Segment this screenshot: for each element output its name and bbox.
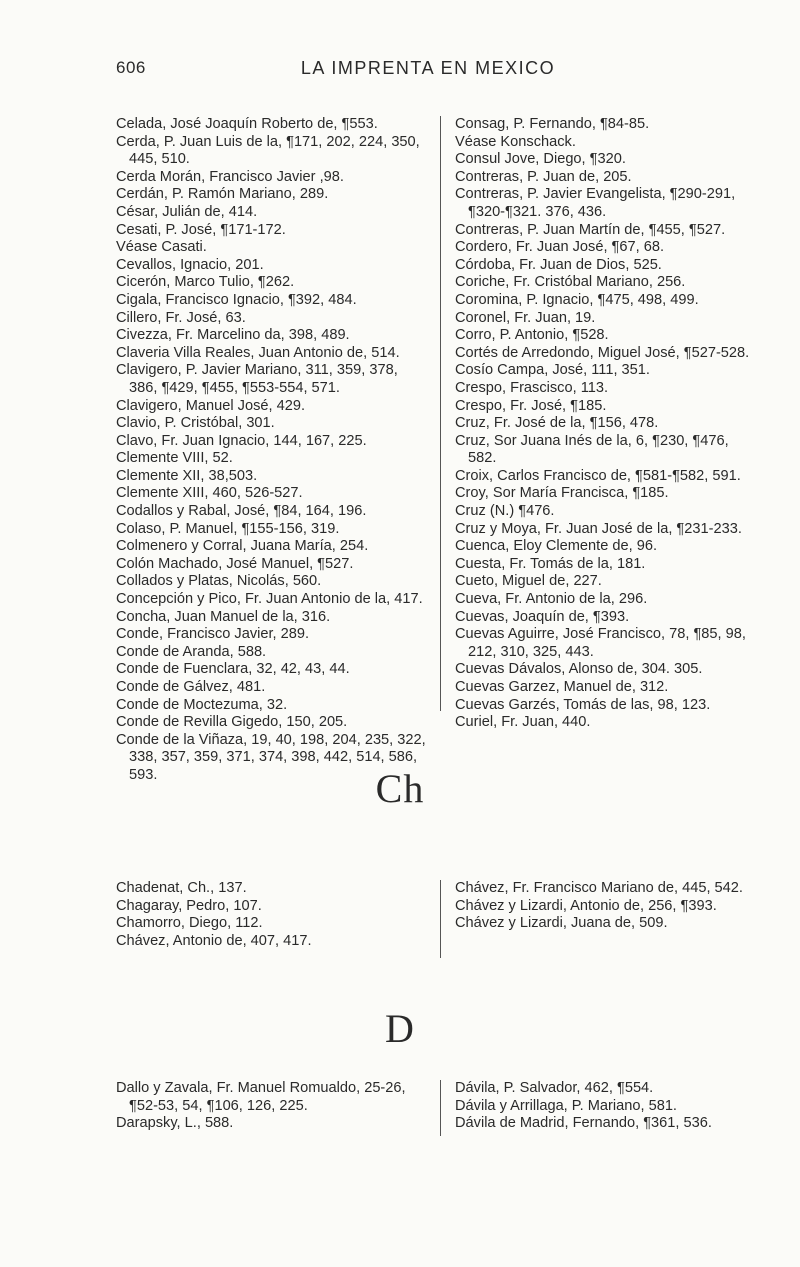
index-entry: Crespo, Frascisco, 113. [455,379,609,396]
index-entry: Clavio, P. Cristóbal, 301. [116,415,275,432]
index-entry: Conde de Gálvez, 481. [116,679,266,695]
index-column-right [440,1080,755,1136]
index-entry: Dávila de Madrid, Fernando, ¶361, 536. [455,1115,712,1132]
index-entry: Cerda, P. Juan Luis de la, ¶171, 202, 224, 350, 445, 510. [116,133,420,168]
index-entry: Chadenat, Ch., 137. [116,880,247,896]
index-entry: Cicerón, Marco Tulio, ¶262. [116,274,295,291]
index-entry: Chávez y Lizardi, Antonio de, 256, ¶393. [455,897,717,914]
index-entry: Véase Konschack. [455,133,576,150]
index-entry: César, Julián de, 414. [116,203,258,220]
index-entry: Conde de Fuenclara, 32, 42, 43, 44. [116,661,350,678]
index-column-left [116,116,428,785]
index-entry: Croy, Sor María Francisca, ¶185. [455,485,669,502]
index-entry: Conde, Francisco Javier, 289. [116,626,310,643]
index-entry: Clavigero, Manuel José, 429. [116,397,306,414]
index-entry: Cortés de Arredondo, Miguel José, ¶527-528. [455,344,750,361]
index-column-right [440,116,755,731]
index-entry: Conde de Revilla Gigedo, 150, 205. [116,714,348,731]
index-entry: Colón Machado, José Manuel, ¶527. [116,555,354,572]
running-title: LA IMPRENTA EN MEXICO [300,58,556,78]
index-entry: Véase Casati. [116,239,207,256]
index-column-right [440,880,755,958]
index-entry: Curiel, Fr. Juan, 440. [455,714,591,731]
index-entry: Chávez, Fr. Francisco Mariano de, 445, 542. [455,880,743,896]
index-entry: Contreras, P. Juan de, 205. [455,168,632,185]
index-entry: Conde de Aranda, 588. [116,643,267,660]
index-entry: Collados y Platas, Nicolás, 560. [116,573,322,590]
index-entry: Clemente XII, 38,503. [116,467,258,484]
index-entry: Chávez, Antonio de, 407, 417. [116,932,312,949]
index-entry: Codallos y Rabal, José, ¶84, 164, 196. [116,503,367,520]
section-letter-ch: Ch [375,766,425,811]
index-entry: Concepción y Pico, Fr. Juan Antonio de la, 417. [116,591,423,608]
index-entry: Corro, P. Antonio, ¶528. [455,327,609,344]
index-entry: Dallo y Zavala, Fr. Manuel Romualdo, 25-26, ¶52-53, 54, ¶106, 126, 225. [116,1080,406,1114]
index-section-ch [116,880,766,960]
index-entry: Cillero, Fr. José, 63. [116,309,246,326]
index-entry: Coromina, P. Ignacio, ¶475, 498, 499. [455,291,699,308]
index-entry: Darapsky, L., 588. [116,1115,234,1132]
index-entry: Conde de Moctezuma, 32. [116,696,288,713]
index-entry: Clavo, Fr. Juan Ignacio, 144, 167, 225. [116,432,367,449]
index-entry: Cordero, Fr. Juan José, ¶67, 68. [455,239,665,256]
index-entry: Consul Jove, Diego, ¶320. [455,151,626,168]
index-entry: Clavigero, P. Javier Mariano, 311, 359, 378, 386, ¶429, ¶455, ¶553-554, 571. [116,362,398,396]
index-entry: Colaso, P. Manuel, ¶155-156, 319. [116,520,340,537]
index-entry: Conde de la Viñaza, 19, 40, 198, 204, 235, 322, 338, 357, 359, 371, 374, 398, 442, 514, 586, 593. [116,731,426,783]
index-entry: Celada, José Joaquín Roberto de, ¶553. [116,116,378,132]
index-entry: Cerda Morán, Francisco Javier ,98. [116,168,344,185]
index-column-left [116,1080,428,1133]
index-entry: Consag, P. Fernando, ¶84-85. [455,116,650,132]
index-entry: Cuenca, Eloy Clemente de, 96. [455,538,657,555]
index-entry: Chamorro, Diego, 112. [116,915,263,932]
index-entry: Cruz, Sor Juana Inés de la, 6, ¶230, ¶476, 582. [455,432,729,467]
index-entry: Chagaray, Pedro, 107. [116,897,262,914]
index-entry: Cueva, Fr. Antonio de la, 296. [455,591,648,608]
index-entry: Cruz, Fr. José de la, ¶156, 478. [455,415,659,432]
index-entry: Claveria Villa Reales, Juan Antonio de, 514. [116,344,400,361]
index-entry: Clemente XIII, 460, 526-527. [116,485,303,502]
index-entry: Cuesta, Fr. Tomás de la, 181. [455,555,646,572]
index-entry: Cuevas, Joaquín de, ¶393. [455,608,630,625]
index-column-left [116,880,428,950]
index-section-c [116,116,766,783]
index-entry: Cigala, Francisco Ignacio, ¶392, 484. [116,291,357,308]
index-entry: Chávez y Lizardi, Juana de, 509. [455,915,668,932]
index-entry: Cuevas Aguirre, José Francisco, 78, ¶85, 98, 212, 310, 325, 443. [455,626,746,660]
index-entry: Cevallos, Ignacio, 201. [116,256,264,273]
index-entry: Contreras, P. Javier Evangelista, ¶290-291, ¶320-¶321. 376, 436. [455,186,736,220]
index-entry: Cruz y Moya, Fr. Juan José de la, ¶231-233. [455,520,742,537]
index-entry: Civezza, Fr. Marcelino da, 398, 489. [116,327,350,344]
index-entry: Dávila, P. Salvador, 462, ¶554. [455,1080,654,1096]
index-entry: Cruz (N.) ¶476. [455,503,555,520]
index-entry: Cerdán, P. Ramón Mariano, 289. [116,186,329,203]
index-entry: Contreras, P. Juan Martín de, ¶455, ¶527. [455,221,726,238]
index-entry: Croix, Carlos Francisco de, ¶581-¶582, 591. [455,467,741,484]
index-entry: Cuevas Garzez, Manuel de, 312. [455,679,669,695]
index-entry: Coronel, Fr. Juan, 19. [455,309,596,326]
index-entry: Cesati, P. José, ¶171-172. [116,221,286,238]
section-letter-d: D [385,1006,415,1051]
index-section-d [116,1080,766,1140]
index-entry: Cuevas Garzés, Tomás de las, 98, 123. [455,696,711,713]
index-entry: Coriche, Fr. Cristóbal Mariano, 256. [455,274,686,291]
index-entry: Crespo, Fr. José, ¶185. [455,397,607,414]
index-entry: Cosío Campa, José, 111, 351. [455,362,650,379]
index-entry: Cuevas Dávalos, Alonso de, 304. 305. [455,661,703,678]
index-entry: Córdoba, Fr. Juan de Dios, 525. [455,256,662,273]
index-entry: Colmenero y Corral, Juana María, 254. [116,538,369,555]
index-entry: Dávila y Arrillaga, P. Mariano, 581. [455,1097,677,1114]
index-entry: Cueto, Miguel de, 227. [455,573,602,590]
page-header [116,58,740,84]
index-entry: Clemente VIII, 52. [116,450,233,467]
page-number: 606 [116,58,146,77]
index-entry: Concha, Juan Manuel de la, 316. [116,608,331,625]
